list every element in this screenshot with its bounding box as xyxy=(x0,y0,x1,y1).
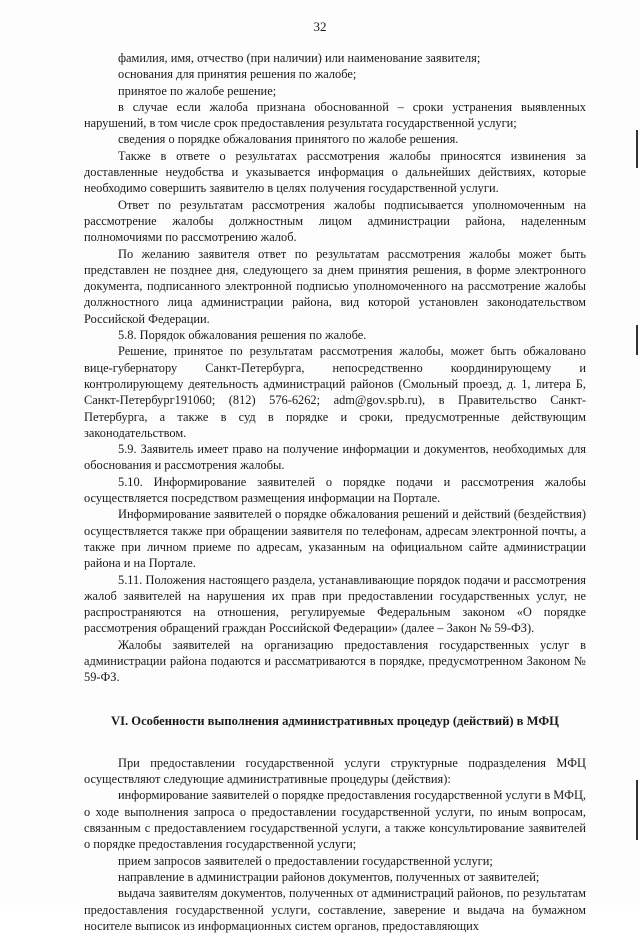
paragraph: 5.9. Заявитель имеет право на получение информации и документов, необходимых для обоснования и рассмотрения жалобы. xyxy=(84,442,586,473)
paragraph: Решение, принятое по результатам рассмотрения жалобы, может быть обжаловано вице-губернатору Санкт-Петербурга, непосредственно координирующему и контролирующему деятельность администраций районов (Смольный проезд, д. 1, литера Б, Санкт-Петербург191060; (812) 576-6262; adm@gov.spb.ru), в Правительство Санкт-Петербурга, а также в суд в порядке и сроки, предусмотренные действующим законодательством. xyxy=(84,344,586,440)
document-body xyxy=(84,50,586,934)
paragraph: Также в ответе о результатах рассмотрения жалобы приносятся извинения за доставленные неудобства и указывается информация о дальнейших действиях, которые необходимо совершить заявителю в целях получения государственной услуги. xyxy=(84,148,586,196)
paragraph: По желанию заявителя ответ по результатам рассмотрения жалобы может быть представлен не позднее дня, следующего за днем принятия решения, в форме электронного документа, подписанного электронной подписью уполномоченного на рассмотрение жалобы должностного лица администрации района, вид которой установлен законодательством Российской Федерации. xyxy=(84,246,586,326)
paragraph: Информирование заявителей о порядке обжалования решений и действий (бездействия) осуществляется также при обращении заявителя по телефонам, адресам электронной почты, а также при личном приеме по адресам, указанным на официальном сайте администрации района и на Портале. xyxy=(84,507,586,571)
page-number: 32 xyxy=(313,19,327,34)
scan-edge-mark xyxy=(636,780,638,840)
paragraph: При предоставлении государственной услуги структурные подразделения МФЦ осуществляют следующие административные процедуры (действия): xyxy=(84,755,586,787)
paragraph: направление в администрации районов документов, полученных от заявителей; xyxy=(118,869,540,884)
paragraph: в случае если жалоба признана обоснованной – сроки устранения выявленных нарушений, в том числе срок предоставления результата государственной услуги; xyxy=(84,99,586,131)
paragraph: 5.10. Информирование заявителей о порядке подачи и рассмотрения жалобы осуществляется посредством размещения информации на Портале. xyxy=(84,474,586,506)
paragraph: 5.11. Положения настоящего раздела, устанавливающие порядок подачи и рассмотрения жалоб заявителей на нарушения их прав при предоставлении государственных услуг, не распространяются на отношения, регулируемые Федеральным законом «О порядке рассмотрения обращений граждан Российской Федерации» (далее – Закон № 59-ФЗ). xyxy=(84,572,586,636)
paragraph: Жалобы заявителей на организацию предоставления государственных услуг в администрации района подаются и рассматриваются в порядке, предусмотренном Законом № 59-ФЗ. xyxy=(84,637,586,685)
paragraph: 5.8. Порядок обжалования решения по жалобе. xyxy=(118,328,367,343)
section-heading: VI. Особенности выполнения административных процедур (действий) в МФЦ xyxy=(111,713,559,728)
paragraph: сведения о порядке обжалования принятого по жалобе решения. xyxy=(118,132,459,147)
paragraph: информирование заявителей о порядке предоставления государственной услуги в МФЦ, о ходе выполнения запроса о предоставлении государственной услуги, по иным вопросам, связанным с предоставлением государственной услуги, а также консультирование заявителей о порядке предоставления государственной услуги; xyxy=(84,788,586,852)
paragraph: принятое по жалобе решение; xyxy=(118,83,277,98)
paragraph: Ответ по результатам рассмотрения жалобы подписывается уполномоченным на рассмотрение жалобы должностным лицом администрации района, наделенным полномочиями по рассмотрению жалоб. xyxy=(84,197,586,245)
scan-edge-mark xyxy=(636,130,638,168)
paragraph: фамилия, имя, отчество (при наличии) или наименование заявителя; xyxy=(118,51,481,65)
paragraph: выдача заявителям документов, полученных от администраций районов, по результатам предоставления государственной услуги, составление, заверение и выдача на бумажном носителе выписок из информационных систем органов, предоставляющих xyxy=(84,886,586,933)
paragraph: прием запросов заявителей о предоставлении государственной услуги; xyxy=(118,853,493,868)
paragraph: основания для принятия решения по жалобе; xyxy=(118,67,357,82)
scan-edge-mark xyxy=(636,325,638,355)
